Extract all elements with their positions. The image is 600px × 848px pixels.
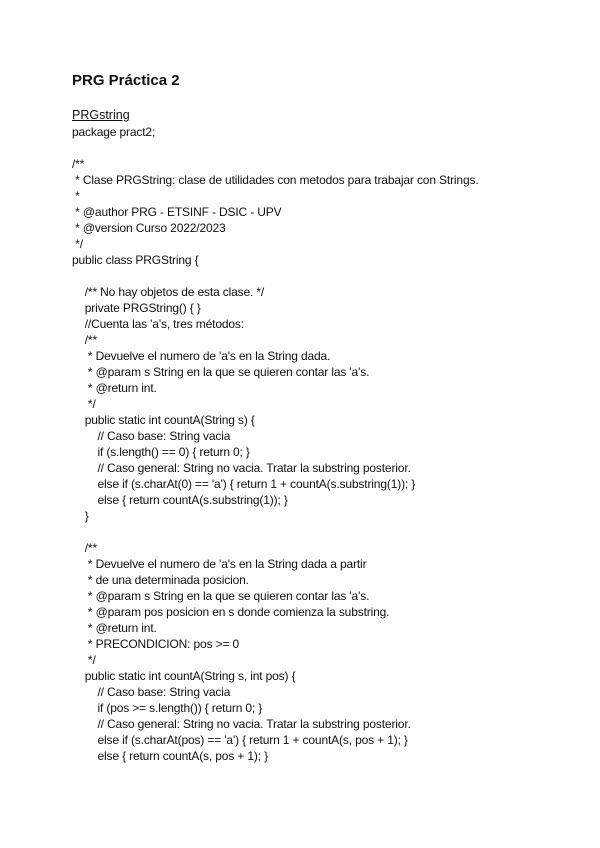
code-line: * Devuelve el numero de 'a's en la String dada. — [72, 349, 331, 363]
code-line: // Caso base: String vacia — [72, 429, 231, 443]
code-line: * de una determinada posicion. — [72, 573, 249, 587]
code-line: * — [72, 189, 80, 203]
code-line: * @return int. — [72, 621, 157, 635]
code-line: * @param s String en la que se quieren contar las 'a's. — [72, 589, 370, 603]
code-line — [72, 140, 592, 156]
code-line: private PRGString() { } — [72, 301, 201, 315]
code-line: //Cuenta las 'a's, tres métodos: — [72, 317, 244, 331]
code-line: public class PRGString { — [72, 253, 199, 267]
code-line: * PRECONDICION: pos >= 0 — [72, 637, 240, 651]
code-line — [72, 268, 592, 284]
code-line: else { return countA(s.substring(1)); } — [72, 493, 288, 507]
code-line: * @param pos posicion en s donde comienza la substring. — [72, 605, 390, 619]
code-line: else if (s.charAt(0) == 'a') { return 1 + countA(s.substring(1)); } — [72, 477, 416, 491]
code-line: public static int countA(String s) { — [72, 413, 255, 427]
code-line: /** No hay objetos de esta clase. */ — [72, 285, 265, 299]
code-line: if (pos >= s.length()) { return 0; } — [72, 701, 263, 715]
code-line: else if (s.charAt(pos) == 'a') { return 1 + countA(s, pos + 1); } — [72, 733, 408, 747]
code-line: /** — [72, 333, 97, 347]
code-line: else { return countA(s, pos + 1); } — [72, 749, 268, 763]
code-line: package pract2; — [72, 125, 156, 139]
code-line: */ — [72, 653, 96, 667]
code-line: * Devuelve el numero de 'a's en la String dada a partir — [72, 557, 367, 571]
code-line: public static int countA(String s, int pos) { — [72, 669, 296, 683]
code-listing — [72, 124, 592, 764]
code-line: * @author PRG - ETSINF - DSIC - UPV — [72, 205, 282, 219]
code-line: */ — [72, 237, 83, 251]
code-line: } — [72, 509, 89, 523]
code-line: // Caso general: String no vacia. Tratar la substring posterior. — [72, 461, 411, 475]
code-line: // Caso general: String no vacia. Tratar la substring posterior. — [72, 717, 411, 731]
section-heading: PRGstring — [72, 108, 130, 122]
code-line: /** — [72, 541, 97, 555]
code-line: if (s.length() == 0) { return 0; } — [72, 445, 250, 459]
code-line — [72, 524, 592, 540]
code-line: * @param s String en la que se quieren contar las 'a's. — [72, 365, 370, 379]
code-line: */ — [72, 397, 96, 411]
document-title: PRG Práctica 2 — [72, 72, 180, 89]
code-line: * @return int. — [72, 381, 157, 395]
code-line: * @version Curso 2022/2023 — [72, 221, 226, 235]
code-line: // Caso base: String vacia — [72, 685, 231, 699]
code-line: * Clase PRGString: clase de utilidades con metodos para trabajar con Strings. — [72, 173, 479, 187]
code-line: /** — [72, 157, 85, 171]
